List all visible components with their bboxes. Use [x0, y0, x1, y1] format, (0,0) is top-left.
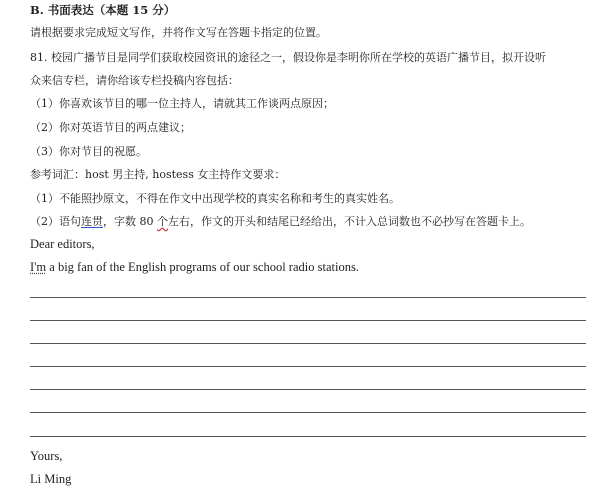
prompt-line-1: 81. 校园广播节目是同学们获取校园资讯的途径之一，假设你是李明你所在学校的英语广播节目，拟开设听: [30, 51, 546, 64]
point-3: （3）你对节目的祝愿。: [30, 145, 147, 158]
point-2: （2）你对英语节目的两点建议；: [30, 121, 191, 134]
requirement-2-mid: ，字数 80: [103, 215, 157, 228]
answer-line-7: [30, 436, 586, 437]
greeting: Dear editors,: [30, 237, 95, 251]
prompt-line-2: 众来信专栏，请你给该专栏投稿内容包括：: [30, 74, 239, 87]
closing: Yours,: [30, 449, 63, 463]
requirement-2: [30, 215, 531, 229]
requirement-2-post: 左右，作文的开头和结尾已经给出，不计入总词数也不必抄写在答题卡上。: [168, 215, 531, 228]
answer-line-5: [30, 389, 586, 390]
opening-sentence: [30, 260, 359, 274]
answer-line-4: [30, 366, 586, 367]
reference-vocab: 参考词汇：host 男主持, hostess 女主持作文要求：: [30, 168, 286, 181]
answer-line-6: [30, 412, 586, 413]
instruction: 请根据要求完成短文写作，并将作文写在答题卡指定的位置。: [30, 26, 327, 39]
opening-first-word: I'm: [30, 260, 47, 274]
answer-line-3: [30, 343, 586, 344]
requirement-2-mark1: 连贯: [81, 215, 103, 228]
section-title: B. 书面表达（本题 15 分）: [30, 3, 176, 17]
answer-line-1: [30, 297, 586, 298]
point-1: （1）你喜欢该节目的哪一位主持人，请就其工作谈两点原因；: [30, 97, 334, 110]
opening-rest: a big fan of the English programs of our school radio stations.: [46, 260, 359, 274]
signature: Li Ming: [30, 472, 72, 486]
requirement-1: （1）不能照抄原文，不得在作文中出现学校的真实名称和考生的真实姓名。: [30, 192, 400, 205]
requirement-2-pre: （2）语句: [30, 215, 81, 228]
requirement-2-mark2: 个: [157, 215, 168, 228]
answer-line-2: [30, 320, 586, 321]
